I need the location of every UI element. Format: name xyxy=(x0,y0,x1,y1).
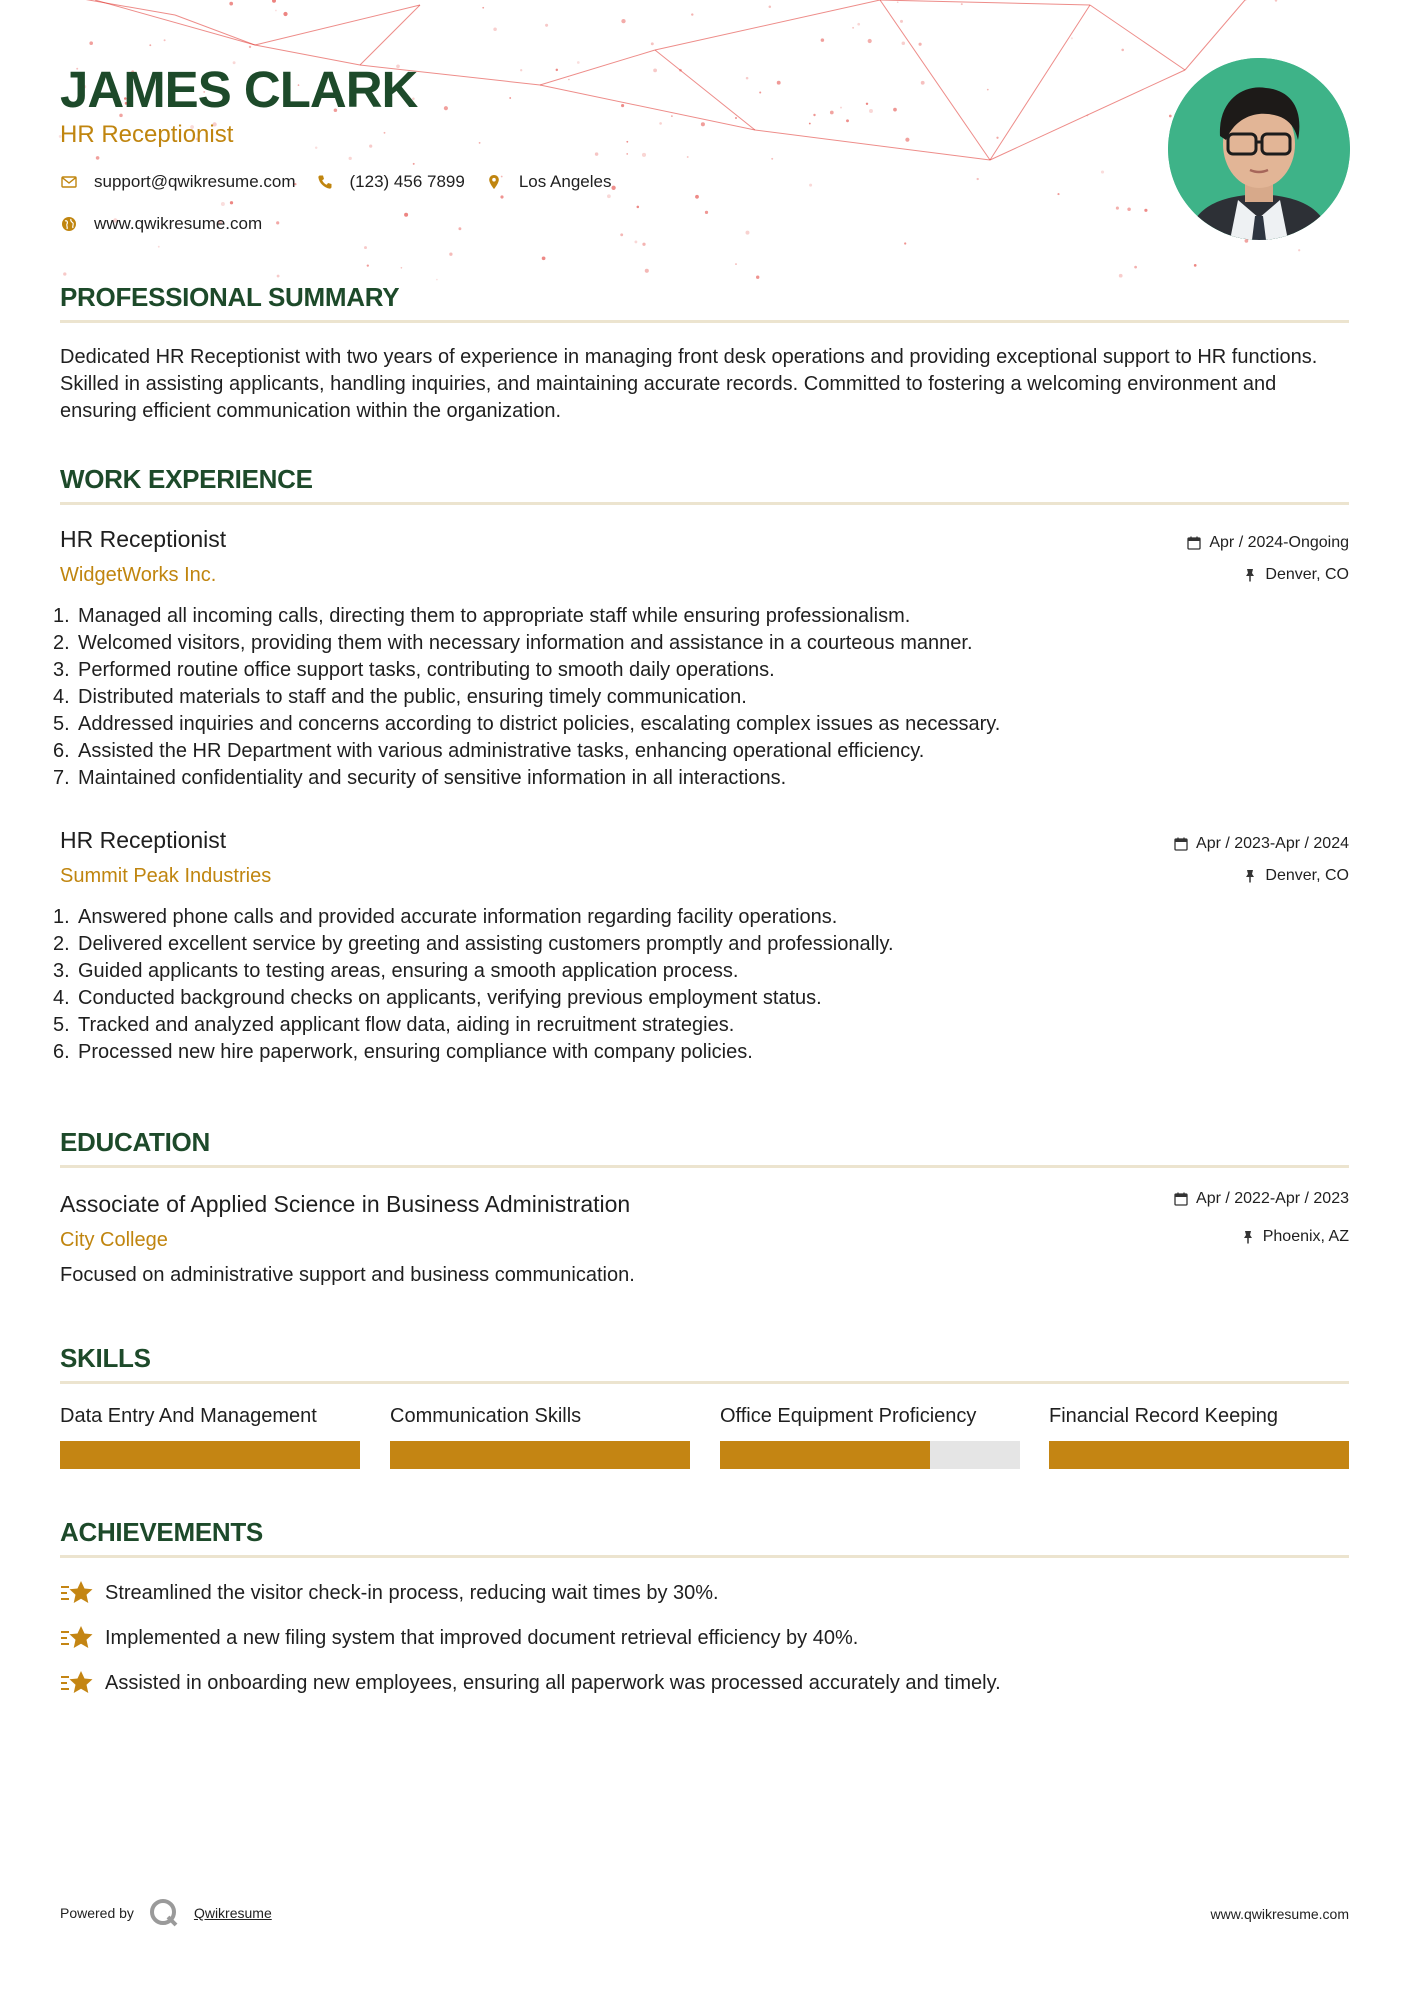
skill-bar-fill xyxy=(60,1441,360,1469)
skill-label: Office Equipment Proficiency xyxy=(720,1405,977,1427)
job-title: HR Receptionist xyxy=(60,827,227,853)
list-item: 7. Maintained confidentiality and security of sensitive information in all interactions. xyxy=(53,767,787,789)
map-pin-icon xyxy=(485,173,503,191)
job-dates xyxy=(1187,533,1349,553)
envelope-icon xyxy=(60,173,78,191)
resume-page xyxy=(53,0,1349,1990)
skill-bar-fill xyxy=(720,1441,930,1469)
section-divider xyxy=(60,1381,1349,1384)
location-text: Los Angeles xyxy=(518,172,612,191)
star-icon xyxy=(60,1578,94,1608)
job-location-text: Denver, CO xyxy=(1265,867,1349,884)
section-divider xyxy=(60,320,1349,323)
skill-item xyxy=(60,1403,360,1429)
job-dates-text: Apr / 2024-Ongoing xyxy=(1209,534,1349,551)
website-text: www.qwikresume.com xyxy=(94,214,263,233)
achievement-item xyxy=(60,1578,719,1608)
star-icon xyxy=(60,1623,94,1653)
candidate-name: JAMES CLARK xyxy=(60,61,418,118)
summary-text: Dedicated HR Receptionist with two years of experience in managing front desk operations and providing exceptional support to HR functions. Skilled in assisting applicants, handling inquiries, and maintaining accurate records. Committed to fostering a welcoming environment and ensuring efficient communication within the organization. xyxy=(60,346,1318,422)
skill-label: Financial Record Keeping xyxy=(1049,1405,1279,1427)
school-name: City College xyxy=(60,1229,168,1251)
list-item: 1. Managed all incoming calls, directing them to appropriate staff while ensuring professionalism. xyxy=(53,605,911,627)
education-dates-text: Apr / 2022-Apr / 2023 xyxy=(1196,1190,1349,1207)
job-dates-text: Apr / 2023-Apr / 2024 xyxy=(1196,835,1349,852)
section-title-experience: WORK EXPERIENCE xyxy=(60,464,313,494)
star-icon xyxy=(60,1668,94,1698)
job-responsibilities xyxy=(53,603,1343,792)
pin-icon xyxy=(1241,1230,1255,1244)
education-dates xyxy=(1174,1189,1349,1209)
skill-bar-track xyxy=(390,1441,690,1469)
powered-by-label: Powered by xyxy=(60,1905,134,1921)
phone-text: (123) 456 7899 xyxy=(349,172,465,191)
profile-photo xyxy=(1168,58,1350,240)
contact-website[interactable] xyxy=(60,214,262,234)
pin-icon xyxy=(1243,869,1257,883)
skill-bar-track xyxy=(720,1441,1020,1469)
company-name: Summit Peak Industries xyxy=(60,865,272,887)
section-title-education: EDUCATION xyxy=(60,1127,210,1157)
section-title-summary: PROFESSIONAL SUMMARY xyxy=(60,282,400,312)
job-location xyxy=(1243,866,1349,886)
skill-item xyxy=(720,1403,1020,1429)
skill-bar-track xyxy=(60,1441,360,1469)
calendar-icon xyxy=(1187,536,1201,550)
degree-title: Associate of Applied Science in Business Administration xyxy=(60,1191,631,1217)
phone-icon xyxy=(316,173,334,191)
footer-website[interactable]: www.qwikresume.com xyxy=(1210,1906,1349,1922)
qwikresume-logo-icon xyxy=(148,1897,180,1929)
skill-bar-track xyxy=(1049,1441,1349,1469)
candidate-role: HR Receptionist xyxy=(60,121,234,148)
list-item: 2. Welcomed visitors, providing them with necessary information and assistance in a courteous manner. xyxy=(53,632,973,654)
pin-icon xyxy=(1243,568,1257,582)
education-description: Focused on administrative support and business communication. xyxy=(60,1264,635,1286)
calendar-icon xyxy=(1174,1192,1188,1206)
brand-link[interactable]: Qwikresume xyxy=(193,1905,272,1921)
skill-item xyxy=(1049,1403,1349,1429)
contact-phone[interactable] xyxy=(316,172,465,192)
list-item: 6. Assisted the HR Department with various administrative tasks, enhancing operational efficiency. xyxy=(53,740,925,762)
list-item: 3. Guided applicants to testing areas, ensuring a smooth application process. xyxy=(53,960,739,982)
section-divider xyxy=(60,1165,1349,1168)
job-responsibilities xyxy=(53,904,1343,1066)
skill-bar-fill xyxy=(390,1441,690,1469)
contact-email[interactable] xyxy=(60,172,296,192)
achievement-item xyxy=(60,1668,1001,1698)
job-location xyxy=(1243,565,1349,585)
skill-bar-fill xyxy=(1049,1441,1349,1469)
job-title: HR Receptionist xyxy=(60,526,227,552)
contact-row-secondary xyxy=(60,214,282,234)
list-item: 5. Addressed inquiries and concerns according to district policies, escalating complex issues as necessary. xyxy=(53,713,1001,735)
calendar-icon xyxy=(1174,837,1188,851)
achievement-text: Assisted in onboarding new employees, ensuring all paperwork was processed accurately and timely. xyxy=(105,1671,1001,1694)
section-title-achievements: ACHIEVEMENTS xyxy=(60,1517,263,1547)
list-item: 5. Tracked and analyzed applicant flow data, aiding in recruitment strategies. xyxy=(53,1014,735,1036)
contact-location xyxy=(485,172,612,192)
education-location-text: Phoenix, AZ xyxy=(1262,1228,1349,1245)
education-location xyxy=(1241,1227,1349,1247)
section-divider xyxy=(60,1555,1349,1558)
list-item: 6. Processed new hire paperwork, ensuring compliance with company policies. xyxy=(53,1041,753,1063)
contact-row-primary xyxy=(60,172,631,192)
skill-label: Communication Skills xyxy=(390,1405,582,1427)
section-title-skills: SKILLS xyxy=(60,1343,151,1373)
achievement-text: Implemented a new filing system that improved document retrieval efficiency by 40%. xyxy=(105,1626,859,1649)
avatar-illustration xyxy=(1168,58,1350,240)
globe-icon xyxy=(60,215,78,233)
company-name: WidgetWorks Inc. xyxy=(60,564,217,586)
email-text: support@qwikresume.com xyxy=(94,172,296,191)
skill-item xyxy=(390,1403,690,1429)
job-dates xyxy=(1174,834,1349,854)
list-item: 4. Conducted background checks on applicants, verifying previous employment status. xyxy=(53,987,822,1009)
footer-powered-by xyxy=(60,1897,272,1929)
achievement-text: Streamlined the visitor check-in process, reducing wait times by 30%. xyxy=(105,1581,719,1604)
section-divider xyxy=(60,502,1349,505)
job-location-text: Denver, CO xyxy=(1265,566,1349,583)
list-item: 2. Delivered excellent service by greeting and assisting customers promptly and professionally. xyxy=(53,933,894,955)
list-item: 1. Answered phone calls and provided accurate information regarding facility operations. xyxy=(53,906,838,928)
skill-label: Data Entry And Management xyxy=(60,1405,317,1427)
list-item: 3. Performed routine office support tasks, contributing to smooth daily operations. xyxy=(53,659,775,681)
list-item: 4. Distributed materials to staff and the public, ensuring timely communication. xyxy=(53,686,747,708)
achievement-item xyxy=(60,1623,858,1653)
